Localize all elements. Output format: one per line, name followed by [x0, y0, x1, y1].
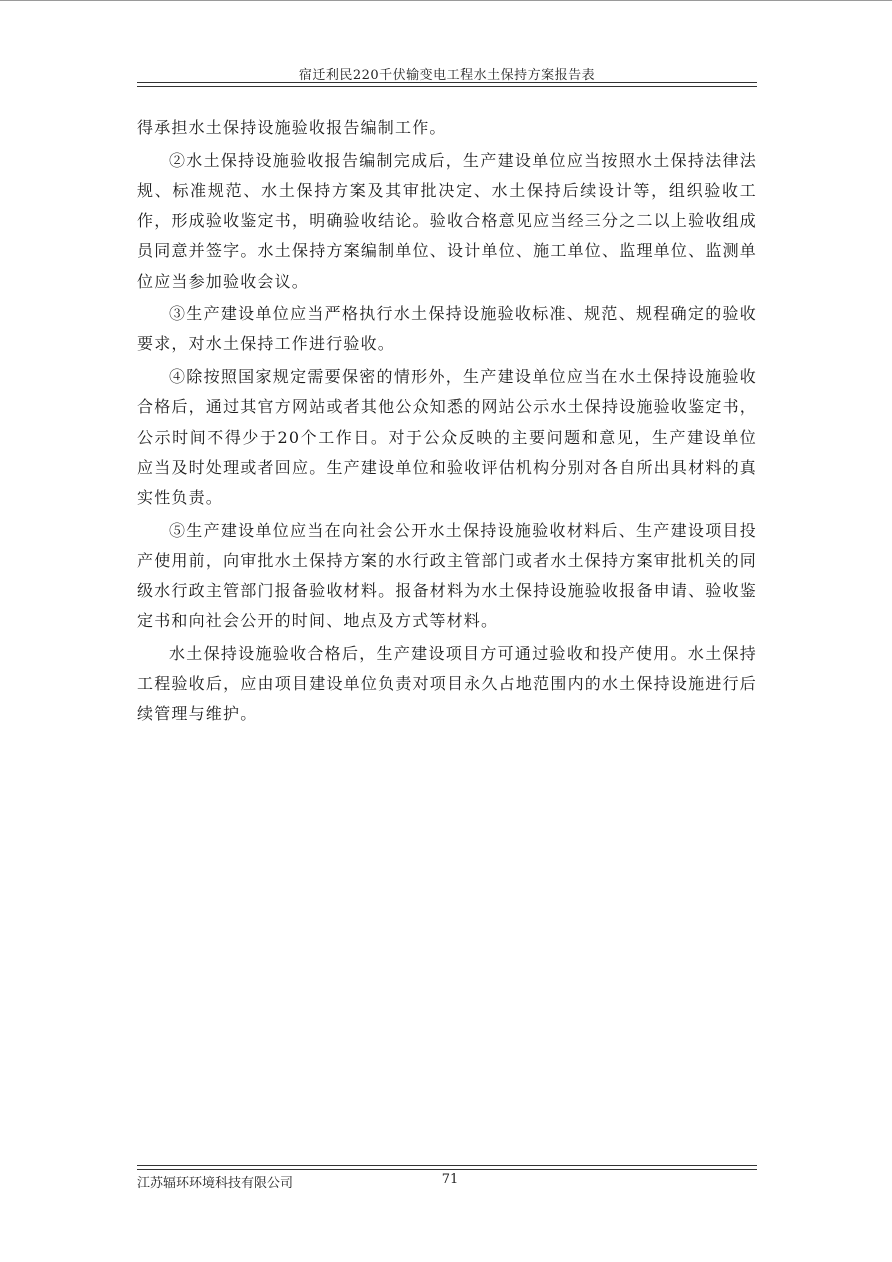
paragraph-item-5: ⑤生产建设单位应当在向社会公开水土保持设施验收材料后、生产建设项目投产使用前，向审批水土保持方案的水行政主管部门或者水土保持方案审批机关的同级水行政主管部门报备验收材料。报备材料为水土保持设施验收报备申请、验收鉴定书和向社会公开的时间、地点及方式等材料。: [137, 520, 757, 631]
running-header-title: 宿迁利民220千伏输变电工程水土保持方案报告表: [298, 68, 596, 83]
paragraph-closing: 水土保持设施验收合格后，生产建设项目方可通过验收和投产使用。水土保持工程验收后，应由项目建设单位负责对项目永久占地范围内的水土保持设施进行后续管理与维护。: [137, 643, 757, 724]
page-top-edge: [0, 0, 892, 1]
page-number: 71: [441, 1172, 459, 1187]
document-body: [137, 113, 757, 732]
paragraph-item-3: ③生产建设单位应当严格执行水土保持设施验收标准、规范、规程确定的验收要求，对水土保持工作进行验收。: [137, 304, 757, 354]
footer-company-name: 江苏辐环环境科技有限公司: [137, 1176, 294, 1191]
footer-rule: [137, 1165, 757, 1170]
paragraph-item-4: ④除按照国家规定需要保密的情形外，生产建设单位应当在水土保持设施验收合格后，通过其官方网站或者其他公众知悉的网站公示水土保持设施验收鉴定书，公示时间不得少于20个工作日。对于公众反映的主要问题和意见，生产建设单位应当及时处理或者回应。生产建设单位和验收评估机构分别对各自所出具材料的真实性负责。: [137, 367, 757, 507]
paragraph-continuation: 得承担水土保持设施验收报告编制工作。: [137, 118, 447, 137]
paragraph-item-2: ②水土保持设施验收报告编制完成后，生产建设单位应当按照水土保持法律法规、标准规范、水土保持方案及其审批决定、水土保持后续设计等，组织验收工作，形成验收鉴定书，明确验收结论。验收合格意见应当经三分之二以上验收组成员同意并签字。水土保持方案编制单位、设计单位、施工单位、监理单位、监测单位应当参加验收会议。: [137, 150, 757, 291]
header-rule: [137, 82, 757, 87]
